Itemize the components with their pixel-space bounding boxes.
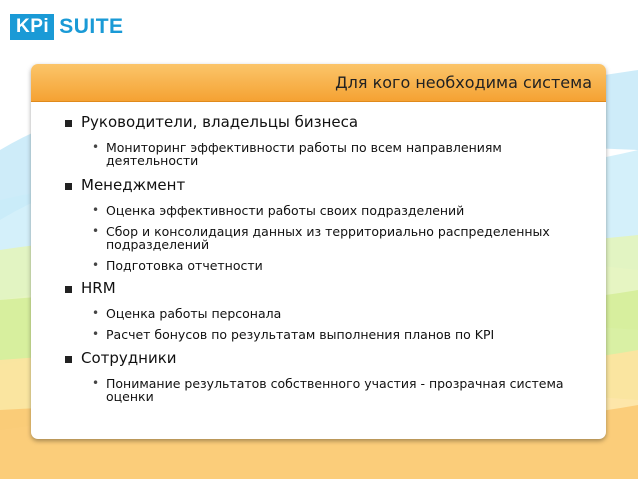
bullet-item — [92, 224, 596, 252]
bullet-heading-executives — [81, 113, 358, 131]
bullet-item-text: Понимание результатов собственного участия - прозрачная система оценки — [106, 376, 564, 404]
bullet-item-text: Сбор и консолидация данных из территориально распределенных подразделений — [106, 224, 550, 252]
bullet-heading-management — [81, 176, 185, 194]
bullet-item — [92, 203, 596, 218]
bullet-item-text: Оценка эффективности работы своих подразделений — [106, 203, 465, 218]
logo-suite-text: SUITE — [59, 15, 124, 38]
dot-bullet-icon: • — [92, 203, 100, 217]
bullet-item-text: Оценка работы персонала — [106, 306, 282, 321]
bullet-item-text: Подготовка отчетности — [106, 258, 263, 273]
dot-bullet-icon: • — [92, 327, 100, 341]
bullet-item — [92, 140, 596, 168]
bullet-heading-employees — [81, 349, 177, 367]
dot-bullet-icon: • — [92, 306, 100, 320]
bullet-item-text: Расчет бонусов по результатам выполнения планов по KPI — [106, 327, 495, 342]
bullet-item — [92, 306, 596, 321]
kpi-suite-logo — [10, 14, 124, 40]
slide-card — [31, 64, 606, 439]
bullet-heading-text: Менеджмент — [81, 176, 186, 194]
dot-bullet-icon: • — [92, 258, 100, 272]
bullet-heading-text: HRM — [81, 279, 116, 297]
square-bullet-icon — [65, 183, 72, 190]
bullet-item — [92, 258, 596, 273]
bullet-heading-text: Руководители, владельцы бизнеса — [81, 113, 359, 131]
dot-bullet-icon: • — [92, 376, 100, 390]
square-bullet-icon — [65, 120, 72, 127]
bullet-heading-text: Сотрудники — [81, 349, 177, 367]
bullet-item — [92, 376, 596, 404]
bullet-heading-hrm — [81, 279, 116, 297]
dot-bullet-icon: • — [92, 224, 100, 238]
dot-bullet-icon: • — [92, 140, 100, 154]
square-bullet-icon — [65, 356, 72, 363]
slide-title: Для кого необходима система — [31, 64, 606, 102]
bullet-item-text: Мониторинг эффективности работы по всем направлениям деятельности — [106, 140, 502, 168]
bullet-item — [92, 327, 596, 342]
logo-kpi-text: KPi — [10, 14, 54, 40]
square-bullet-icon — [65, 286, 72, 293]
